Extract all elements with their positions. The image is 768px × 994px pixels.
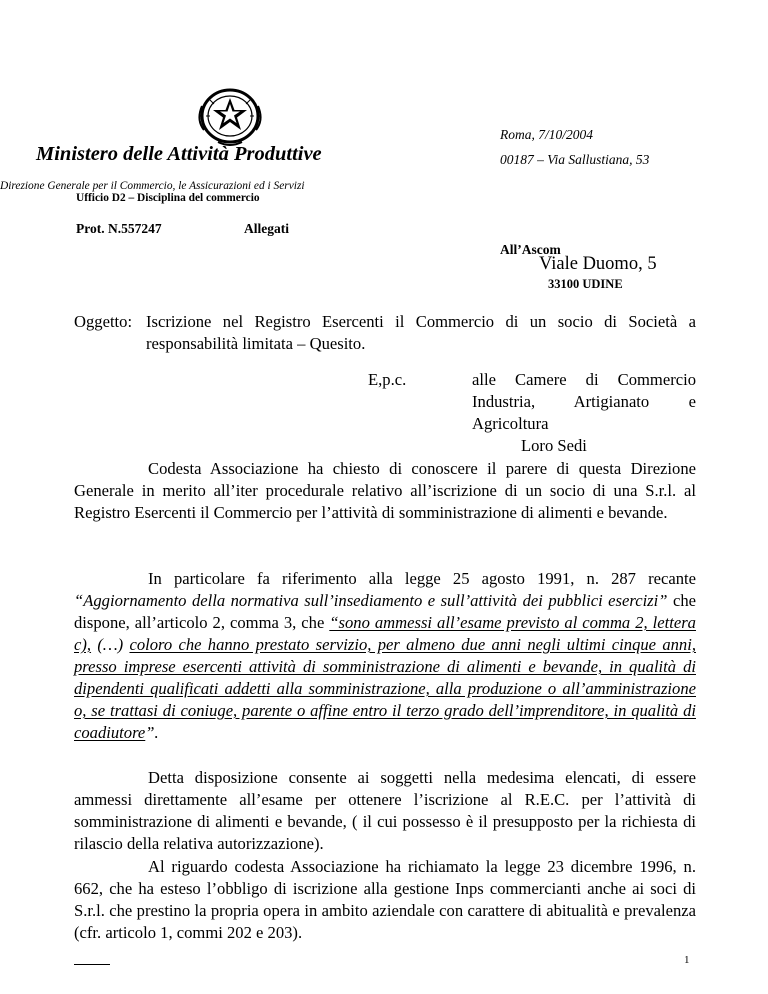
ellipsis: (…)	[91, 635, 130, 654]
footnote-separator	[74, 964, 110, 965]
ministry-name: Ministero delle Attività Produttive	[36, 143, 322, 165]
subject-text	[146, 311, 696, 355]
cc-label: E,p.c.	[368, 370, 407, 389]
recipient-city: 33100 UDINE	[548, 277, 623, 291]
paragraph-4	[74, 856, 696, 944]
law-title: “Aggiornamento della normativa sull’insediamento e sull’attività dei pubblici esercizi”	[74, 591, 668, 610]
paragraph-2	[74, 568, 696, 744]
paragraph-3-text: Detta disposizione consente ai soggetti nella medesima elencati, di essere ammessi direttamente all’esame per ottenere l’iscrizione al R.E.C. per l’attività di somministrazione di alimenti e bevande, ( il cui possesso è il presupposto per la richiesta di rilascio della relativa autorizzazione).	[74, 768, 696, 853]
italian-republic-emblem-icon	[190, 80, 270, 148]
paragraph-2-mid: che dispone, all’articolo 2, comma 3, che	[74, 591, 696, 632]
protocol-number: Prot. N.557247	[76, 221, 162, 236]
subject-line-1: Iscrizione nel Registro Esercenti il Commercio di un socio di Società a	[146, 312, 696, 331]
recipient-street: Viale Duomo, 5	[539, 254, 657, 274]
paragraph-3	[74, 767, 696, 855]
subject-line-2: responsabilità limitata – Quesito.	[146, 334, 366, 353]
paragraph-2-intro: In particolare fa riferimento alla legge 25 agosto 1991, n. 287 recante	[148, 569, 696, 588]
paragraph-4-text: Al riguardo codesta Associazione ha richiamato la legge 23 dicembre 1996, n. 662, che ha esteso l’obbligo di iscrizione alla gestione Inps commercianti anche ai soci di S.r.l. che prestino la propria opera in ambito aziendale con carattere di abitualità e prevalenza (cfr. articolo 1, commi 202 e 203).	[74, 857, 696, 942]
cc-line-1: alle Camere di Commercio	[472, 370, 696, 389]
cc-line-2: Industria, Artigianato e	[472, 392, 696, 411]
recipient-name: All’Ascom	[500, 242, 561, 257]
quote-close: ”.	[145, 723, 159, 742]
attachments-label: Allegati	[244, 221, 289, 236]
page-number: 1	[684, 954, 690, 966]
letter-date: Roma, 7/10/2004	[500, 127, 593, 142]
paragraph-1	[74, 458, 696, 524]
directorate: Direzione Generale per il Commercio, le Assicurazioni ed i Servizi	[0, 180, 305, 192]
quote-part-2: coloro che hanno prestato servizio, per almeno due anni negli ultimi cinque anni, presso imprese esercenti attività di somministrazione di alimenti e bevande, in qualità di dipendenti qualificati addetti alla somministrazione, alla produzione o all’amministrazione o, se trattasi di coniuge, parente o affine entro il terzo grado dell’imprenditore, in qualità di coadiutore	[74, 635, 696, 742]
paragraph-1-text: Codesta Associazione ha chiesto di conoscere il parere di questa Direzione Generale in merito all’iter procedurale relativo all’iscrizione di un socio di una S.r.l. al Registro Esercenti il Commercio per l’attività di somministrazione di alimenti e bevande.	[74, 459, 696, 522]
ministry-address: 00187 – Via Sallustiana, 53	[500, 152, 650, 167]
cc-line-3: Agricoltura	[472, 414, 549, 433]
office: Ufficio D2 – Disciplina del commercio	[76, 192, 260, 204]
subject-label: Oggetto:	[74, 312, 133, 331]
cc-recipients	[472, 369, 696, 457]
quote-part-1: “sono ammessi all’esame previsto al comma 2, lettera c),	[74, 613, 696, 654]
cc-line-4: Loro Sedi	[521, 436, 587, 455]
